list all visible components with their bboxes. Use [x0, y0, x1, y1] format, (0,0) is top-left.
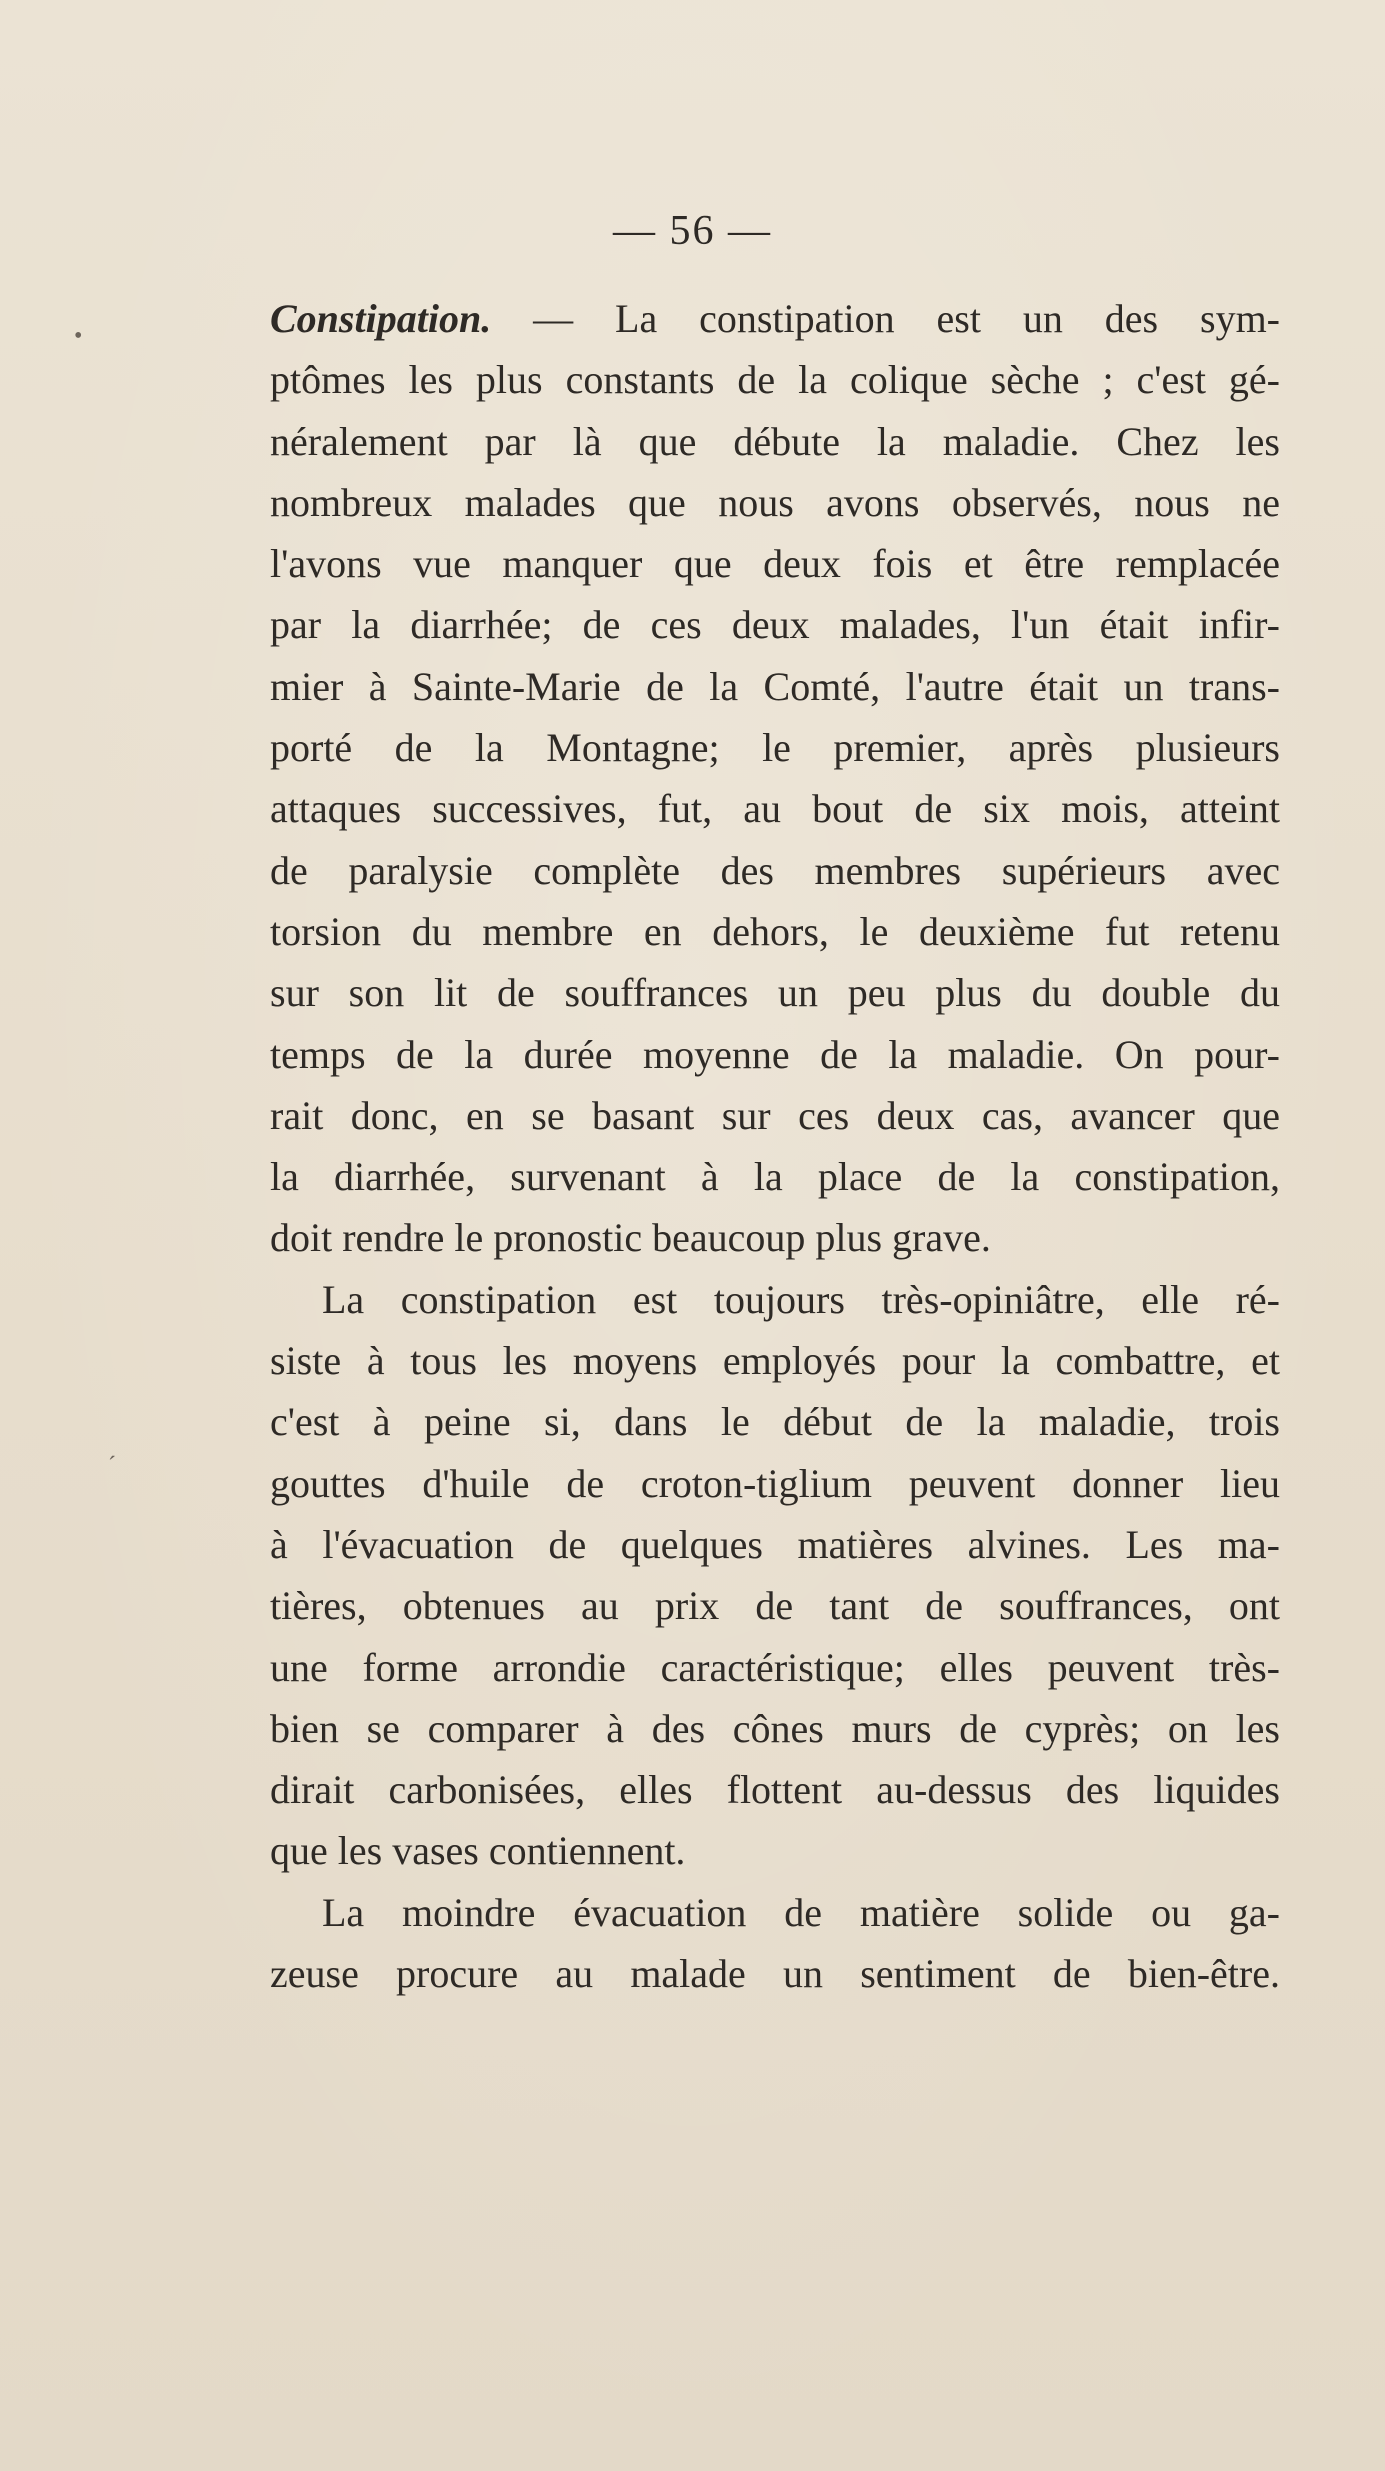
- text-line: attaques successives, fut, au bout de six mois, atteint: [270, 786, 1280, 832]
- text-line: sur son lit de souffrances un peu plus du double du: [270, 970, 1280, 1016]
- text-line: zeuse procure au malade un sentiment de bien-être.: [270, 1951, 1280, 1997]
- text-line: de paralysie complète des membres supérieurs avec: [270, 847, 1280, 893]
- text-line: La constipation est toujours très-opiniâtre, elle ré-: [322, 1276, 1280, 1322]
- text-line: torsion du membre en dehors, le deuxième fut retenu: [270, 908, 1280, 954]
- text-line: temps de la durée moyenne de la maladie. On pour-: [270, 1031, 1280, 1077]
- page-number: — 56 —: [613, 208, 772, 254]
- text-line: tières, obtenues au prix de tant de souffrances, ont: [270, 1583, 1280, 1629]
- text-line: dirait carbonisées, elles flottent au-dessus des liquides: [270, 1767, 1280, 1813]
- stray-dot-mark: •: [74, 323, 83, 349]
- body-text: [270, 288, 1280, 2004]
- text-line: rait donc, en se basant sur ces deux cas, avancer que: [270, 1092, 1280, 1138]
- text-line: néralement par là que débute la maladie. Chez les: [270, 418, 1280, 464]
- text-line: porté de la Montagne; le premier, après plusieurs: [270, 725, 1280, 771]
- text-line: l'avons vue manquer que deux fois et être remplacée: [270, 541, 1280, 587]
- text-line: Constipation. — La constipation est un des sym-: [270, 296, 1280, 341]
- text-line: que les vases contiennent.: [270, 1828, 686, 1874]
- text-line: nombreux malades que nous avons observés, nous ne: [270, 479, 1280, 525]
- text-line: La moindre évacuation de matière solide ou ga-: [322, 1889, 1280, 1935]
- text-line: mier à Sainte-Marie de la Comté, l'autre était un trans-: [270, 663, 1280, 709]
- text-line: bien se comparer à des cônes murs de cyprès; on les: [270, 1705, 1280, 1751]
- text-line: c'est à peine si, dans le début de la maladie, trois: [270, 1399, 1280, 1445]
- section-heading: Constipation.: [270, 296, 492, 341]
- text-line: une forme arrondie caractéristique; elles peuvent très-: [270, 1644, 1280, 1690]
- text-line: ptômes les plus constants de la colique sèche ; c'est gé-: [270, 357, 1280, 403]
- text-line: gouttes d'huile de croton-tiglium peuvent donner lieu: [270, 1460, 1280, 1506]
- text-line: la diarrhée, survenant à la place de la constipation,: [270, 1154, 1280, 1200]
- text-line: par la diarrhée; de ces deux malades, l'un était infir-: [270, 602, 1280, 648]
- text-line: doit rendre le pronostic beaucoup plus grave.: [270, 1215, 991, 1261]
- text-line: à l'évacuation de quelques matières alvines. Les ma-: [270, 1521, 1280, 1567]
- text-line: siste à tous les moyens employés pour la combattre, et: [270, 1338, 1280, 1384]
- stray-tick-mark: ˊ: [108, 1453, 116, 1479]
